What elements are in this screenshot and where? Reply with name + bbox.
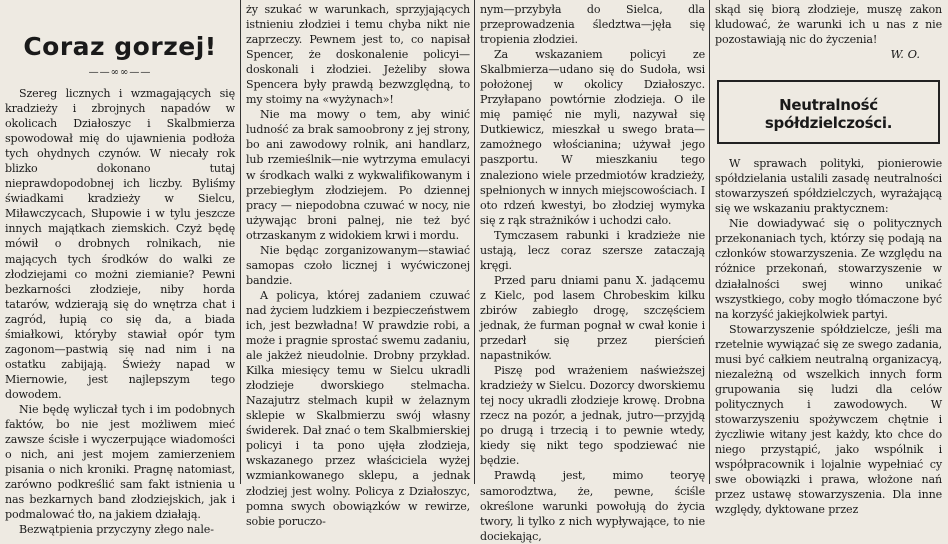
paragraph: Przed paru dniami panu X. jadącemu z Kielc, pod lasem Chrobeskim kilku zbirów zabiegło drogę, szczęściem jednak, że furman pognał w cwał konie i przedarł się przez pierścień napastników.: [480, 273, 705, 363]
paragraph: Nie będę wyliczał tych i im podobnych faktów, bo nie jest możliwem mieć zawsze ścisłe i wyczerpujące wiadomości o nich, ani jest mojem zamierzeniem pisania o nich kroniki. Pragnę natomiast, zarówno podkreślić sam fakt istnienia u nas bezkarnych band złodziejskich, jak i podmalować tło, na jakiem działają.: [5, 402, 235, 522]
author-signature: W. O.: [890, 47, 920, 62]
paragraph: Za wskazaniem policyi ze Skalbmierza—udano się do Sudoła, wsi położonej w okolicy Działoszyc. Przyłapano powtórnie złodzieja. O ile mię pamięć nie myli, nazywał się Dutkiewicz, mieszkał u swego brata—zamożnego włościanina; używał jego paszportu. W mieszkaniu tego znaleziono wiele przedmiotów kradzieży, spełnionych w innych miejscowościach. I oto rdzeń kwestyi, bo złodziej wymyka się z rąk strażników i uchodzi cało.: [480, 48, 705, 227]
paragraph: Bezwątpienia przyczyny złego nale-: [19, 523, 214, 537]
paragraph: Piszę pod wrażeniem naświeższej kradzieży w Sielcu. Dozorcy dworskiemu tej nocy ukradli złodzieje krowę. Drobna rzecz na pozór, a jednak, jutro—przyjdą po drugą i trzecią i to pewnie wtedy, kiedy się nikt tego spodziewać nie będzie.: [480, 364, 705, 468]
paragraph: nym—przybyła do Sielca, dla przeprowadzenia śledztwa—jęła się tropienia złodziei.: [480, 3, 705, 47]
column-4: [710, 0, 948, 517]
paragraph: Nie dowiadywać się o politycznych przekonaniach tych, którzy się podają na członków stowarzyszenia. Ze względu na różnice przekonań, stowarzyszenie w działalności swej winno unikać wszystkiego, coby mogło tłómaczone być na korzyść jakiejkolwiek partyi.: [715, 217, 942, 321]
paragraph: Stowarzyszenie spółdzielcze, jeśli ma rzetelnie wywiązać się ze swego zadania, musi być całkiem neutralną organizacyą, niezależną od wszelkich innych form grupowania się ludzi dla celów politycznych i zawodowych. W stowarzyszeniu spożywczem chętnie i życzliwie witany jest każdy, kto chce do niego przystąpić, jako wspólnik i współpracownik i lojalnie wypełniać cy swe obowiązki i prawa, włożone nań przez ustawę stowarzyszenia. Dla inne względy, dyktowane przez: [715, 322, 942, 517]
paragraph: skąd się biorą złodzieje, muszę zakon kludować, że warunki ich u nas z nie pozostawiają nic do życzenia!: [715, 3, 942, 47]
column-1: [0, 0, 239, 537]
article-headline: Coraz gorzej!: [23, 32, 217, 61]
article-headline-box: [717, 80, 940, 144]
paragraph: Prawdą jest, mimo teoryę samorodztwa, że, pewne, ściśle określone warunki powołują do życia twory, li tylko z nich wypływające, to nie dociekając,: [480, 469, 705, 543]
paragraph: Nie ma mowy o tem, aby winić ludność za brak samoobrony z jej strony, bo ani zawodowy rolnik, ani handlarz, lub rzemieślnik—nie wytrzyma emulacyi w środkach walki z wykwalifikowanym i przebiegłym złodziejem. Po dziennej pracy — niepodobna czuwać w nocy, nie używając broni palnej, nie też być otrzaskanym z widokiem krwi i mordu.: [246, 108, 470, 242]
column-2: [241, 0, 474, 528]
paragraph: W sprawach polityki, pionierowie spółdzielania ustalili zasadę neutralności stowarzyszeń spółdzielczych, wyrażającą się we wskazaniu praktycznem:: [715, 157, 942, 216]
paragraph: A policya, której zadaniem czuwać nad życiem ludzkiem i bezpieczeństwem ich, jest bezwładna! W prawdzie robi, a może i pragnie sprostać swemu zadaniu, ale jakżeż nieudolnie. Drobny przykład. Kilka miesięcy temu w Sielcu ukradli złodzieje dworskiego stelmacha. Nazajutrz stelmach kupił w żelaznym sklepie w Skalbmierzu swój własny świderek. Dał znać o tem Skalbmierskiej policyi i ta pono ujęła złodzieja, wskazanego przez właściciela wyżej wzmiankowanego sklepu, a jednak złodziej jest wolny. Policya z Działoszyc, pomna swych obowiązków w rewirze, sobie poruczo-: [246, 288, 470, 528]
paragraph: Nie będąc zorganizowanym—stawiać samopas czoło licznej i wyćwiczonej bandzie.: [246, 243, 470, 287]
paragraph: ży szukać w warunkach, sprzyjających istnieniu złodziei i temu chyba nikt nie zaprzeczy. Pewnem jest to, co napisał Spencer, że doskonalenie policyi—doskonali i złodziei. Jeżeliby słowa Spencera były prawdą bezwzględną, to my stoimy na «wyżynach»!: [246, 3, 470, 107]
paragraph: Szereg licznych i wzmagających się kradzieży i zbrojnych napadów w okolicach Działoszyc i Skalbmierza spowodował mię do ujawnienia podłoża tych ohydnych czynów. W niecały rok blizko dokonano tutaj nieprawdopodobnej ich liczby. Byliśmy świadkami kradzieży w Sielcu, Miławczycach, Słupowie i w tylu jeszcze innych majątkach ziemskich. Czyż będę mówił o drobnych rolnikach, nie mających tych środków do walki ze złodziejami co możni ziemianie? Pewni bezkarności złodzieje, niby horda tatarów, wdzierają się do wnętrza chat i zagród, łupią co się da, a biada śmiałkowi, któryby stawiał opór tym zagonom—pastwią się nad nim i na ostatku zabijają. Świeży napad w Miernowie, jest najlepszym tego dowodem.: [5, 87, 235, 401]
article-headline: Neutralność spółdzielczości.: [764, 96, 893, 133]
headline-ornament: ——∞∞——: [88, 67, 152, 78]
paragraph: Tymczasem rabunki i kradzieże nie ustają, lecz coraz szersze zataczają kręgi.: [480, 228, 705, 272]
column-3: [475, 0, 709, 543]
